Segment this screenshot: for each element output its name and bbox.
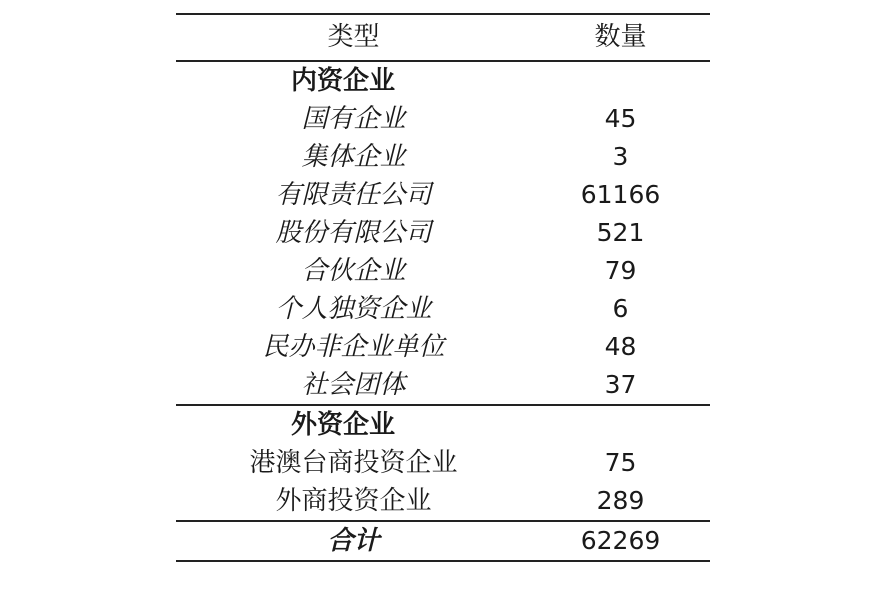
group-title-foreign: 外资企业 xyxy=(291,410,396,440)
table-row xyxy=(176,252,710,290)
table-row xyxy=(176,138,710,176)
count-cell: 521 xyxy=(596,218,645,247)
total-row xyxy=(176,521,710,561)
type-cell: 国有企业 xyxy=(301,104,406,134)
table-row xyxy=(176,214,710,252)
total-count: 62269 xyxy=(531,521,710,561)
type-cell: 有限责任公司 xyxy=(275,180,432,210)
table-row xyxy=(176,444,710,482)
type-cell: 集体企业 xyxy=(301,142,406,172)
enterprise-type-table xyxy=(176,13,710,562)
table-row xyxy=(176,366,710,405)
type-cell: 股份有限公司 xyxy=(275,218,432,248)
table-row xyxy=(176,176,710,214)
count-cell: 6 xyxy=(612,294,629,323)
type-cell: 民办非企业单位 xyxy=(262,332,445,362)
count-cell: 75 xyxy=(604,448,637,477)
count-cell: 289 xyxy=(596,486,645,515)
count-cell: 3 xyxy=(612,142,629,171)
group-row-foreign xyxy=(176,405,710,444)
total-label: 合计 xyxy=(176,521,531,561)
type-cell: 社会团体 xyxy=(176,366,531,405)
type-column-header: 类型 xyxy=(176,14,531,61)
type-cell: 外商投资企业 xyxy=(275,486,432,516)
enterprise-type-table-container xyxy=(176,13,710,562)
table-header-row xyxy=(176,14,710,61)
table-row xyxy=(176,482,710,521)
table-row xyxy=(176,290,710,328)
table-row xyxy=(176,100,710,138)
type-cell: 个人独资企业 xyxy=(275,294,432,324)
group-row-domestic xyxy=(176,61,710,100)
count-cell: 45 xyxy=(604,104,637,133)
count-cell: 37 xyxy=(531,366,710,405)
count-cell: 79 xyxy=(604,256,637,285)
count-cell: 48 xyxy=(604,332,637,361)
table-row xyxy=(176,328,710,366)
type-cell: 合伙企业 xyxy=(301,256,406,286)
type-cell: 港澳台商投资企业 xyxy=(249,448,458,478)
count-column-header: 数量 xyxy=(531,14,710,61)
group-title-domestic: 内资企业 xyxy=(291,66,396,96)
count-cell: 61166 xyxy=(580,180,661,209)
